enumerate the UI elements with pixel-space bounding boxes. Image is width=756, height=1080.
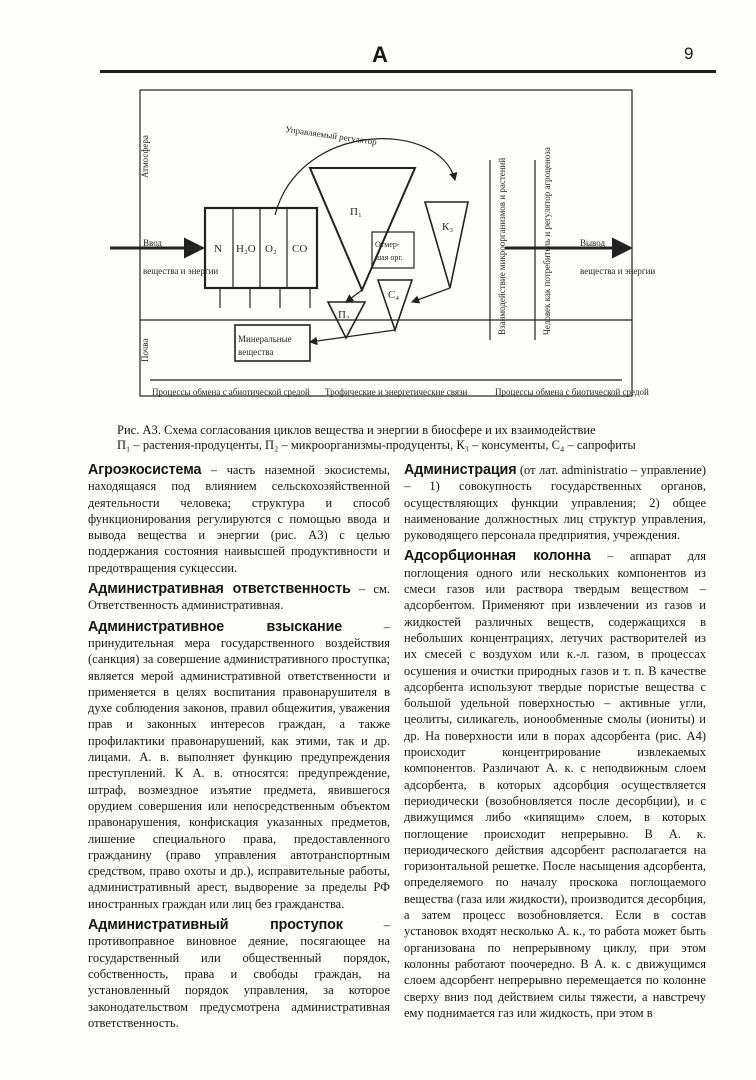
k3-triangle [425,202,468,288]
p1-triangle [310,168,415,290]
n-label: N [214,243,222,255]
caption-line-2: П₁ – растения-продуценты, П₂ – микроорганизмы-продуценты, К₃ – консументы, С₄ – сапрофиты [117,438,636,452]
entry-admin-responsibility [88,581,390,614]
h2o-label: H₂O [236,243,256,255]
human-label: Человек как потребитель и регулятор агроценоза [542,147,552,335]
body-agroecosystem: – часть наземной экосистемы, находящаяся под влиянием сельскохозяйственной деятельности человека; структура и способ функционирования регулируются с помощью ввода и вывода вещества и энергии (рис. А3) с целью поддержания состояния наивысшей продуктивности и предотвращения сукцессии. [88,463,390,575]
entry-administration [404,462,706,543]
p2-label: П₂ [338,309,350,321]
entry-admin-penalty [88,619,390,912]
entry-agroecosystem [88,462,390,576]
bottom-mid-label: Трофические и энергетические связи [325,387,468,397]
co-label: CO [292,243,308,255]
bottom-left-label: Процессы обмена с абиотической средой [152,387,310,397]
input-label: Ввод [143,238,163,248]
atmosphere-label: Атмосфера [140,135,150,178]
left-column [88,462,390,1031]
c4-triangle [378,280,412,330]
c4-label: С₄ [388,289,400,301]
term-adsorption-column: Адсорбционная колонна [404,548,591,565]
bottom-right-label: Процессы обмена с биотической средой [495,387,649,397]
body-admin-offense: – противоправное виновное деяние, посягающее на государственный или общественный порядок, собственность, права и свободы граждан, на установленный порядок управления, за которое законодательством предусмотрена административная ответственность. [88,918,390,1030]
entry-admin-offense [88,917,390,1031]
minerals-label-1: Минеральные [238,334,292,344]
entry-adsorption-column [404,548,706,1021]
term-admin-offense: Административный проступок [88,917,343,934]
body-admin-responsibility: – см. Ответственность административная. [88,582,390,613]
k3-label: К₃ [442,221,454,233]
caption-line-1: Рис. А3. Схема согласования циклов вещества и энергии в биосфере и их взаимодействие [117,423,596,437]
body-administration: (от лат. administratio – управление) – 1) совокупность государственных органов, осуществляющих функции управления; 2) общее наименование должностных лиц структур управления, руководящего персонала предприятия, учреждения. [404,463,706,543]
o2-label: O₂ [265,243,277,255]
minerals-label-2: вещества [238,347,274,357]
header-letter: А [372,42,388,67]
body-adsorption-column: – аппарат для поглощения одного или нескольких компонентов из смеси газов или раствора твердым веществом – адсорбентом. Применяют при извлечении из газов и жидкостей различных веществ, содержащихся в небольших концентрациях, летучих растворителей из их смесей с воздухом или к.-л. газом, в процессах осушения и очистки природных газов и т. п. В качестве адсорбента используют твердые пористые вещества с большой удельной поверхностью – активные угли, цеолиты, силикагель, ионообменные смолы (иониты) и др. На поверхности или в порах адсорбента (рис. А4) происходит концентрирование извлекаемых компонентов. Различают А. к. с неподвижным слоем адсорбента, в которых адсорбция осуществляется периодически (возобновляется после десорбции), и с движущимся либо «кипящим» слоем, в которых поглощение происходит непрерывно. В А. к. периодического действия адсорбент располагается на горизонтальной решетке. После насыщения адсорбента, определяемого по началу проскока поглощаемого вещества (газа или жидкости), производится десорбция, а затем процесс возобновляется. Если в состав установок входят несколько А. к., то работа может быть организована по непрерывному циклу, при этом колонны работают поочередно. В А. к. с движущимся слоем адсорбент непрерывно перемещается по колонне сверху вниз под действием силы тяжести, а навстречу ему поднимается газ или жидкость, при этом в [404,549,706,1020]
body-admin-penalty: – принудительная мера государственного воздействия (санкция) за совершение административного проступка; является мерой административной ответственности и применяется в целях воспитания правонарушителя в духе соблюдения законов, правил общежития, уважения прав и законных интересов граждан, а также профилактики правонарушений, как этими, так и др. лицами. А. в. выполняет функцию предупреждения преступлений. К А. в. относятся: предупреждение, штраф, возмездное изъятие предмета, явившегося орудием совершения или непосредственным объектом правонарушения, конфискация указанных предметов, лишение специального права, предоставленного гражданину (право управления автотранспортным средством, право охоты и др.), исправительные работы, административный арест, выдворение за пределы РФ иностранных граждан или лиц без гражданства. [88,619,391,911]
p1-label: П₁ [350,206,362,218]
soil-label: Почва [140,338,150,362]
page-number: 9 [684,44,694,63]
dead-organics-label-1: Отмер- [375,240,400,249]
input-sub-label: вещества и энергии [143,266,219,276]
managed-arc [275,139,455,215]
interaction-label: Взаимодействие микроорганизмов и растений [497,157,507,335]
output-sub-label: вещества и энергии [580,266,656,276]
term-admin-responsibility: Административная ответственность [88,581,351,598]
term-admin-penalty: Административное взыскание [88,618,343,635]
header-rule [100,70,716,73]
dead-organics-label-2: шая орг. [375,253,403,262]
term-agroecosystem: Агроэкосистема [88,462,202,478]
figure-a3-diagram [110,80,718,420]
managed-regulator-label: Управляемый регулятор [284,124,378,147]
output-label: Вывод [580,238,606,248]
term-administration: Администрация [404,462,517,478]
right-column [404,462,706,1021]
figure-caption [117,423,717,453]
